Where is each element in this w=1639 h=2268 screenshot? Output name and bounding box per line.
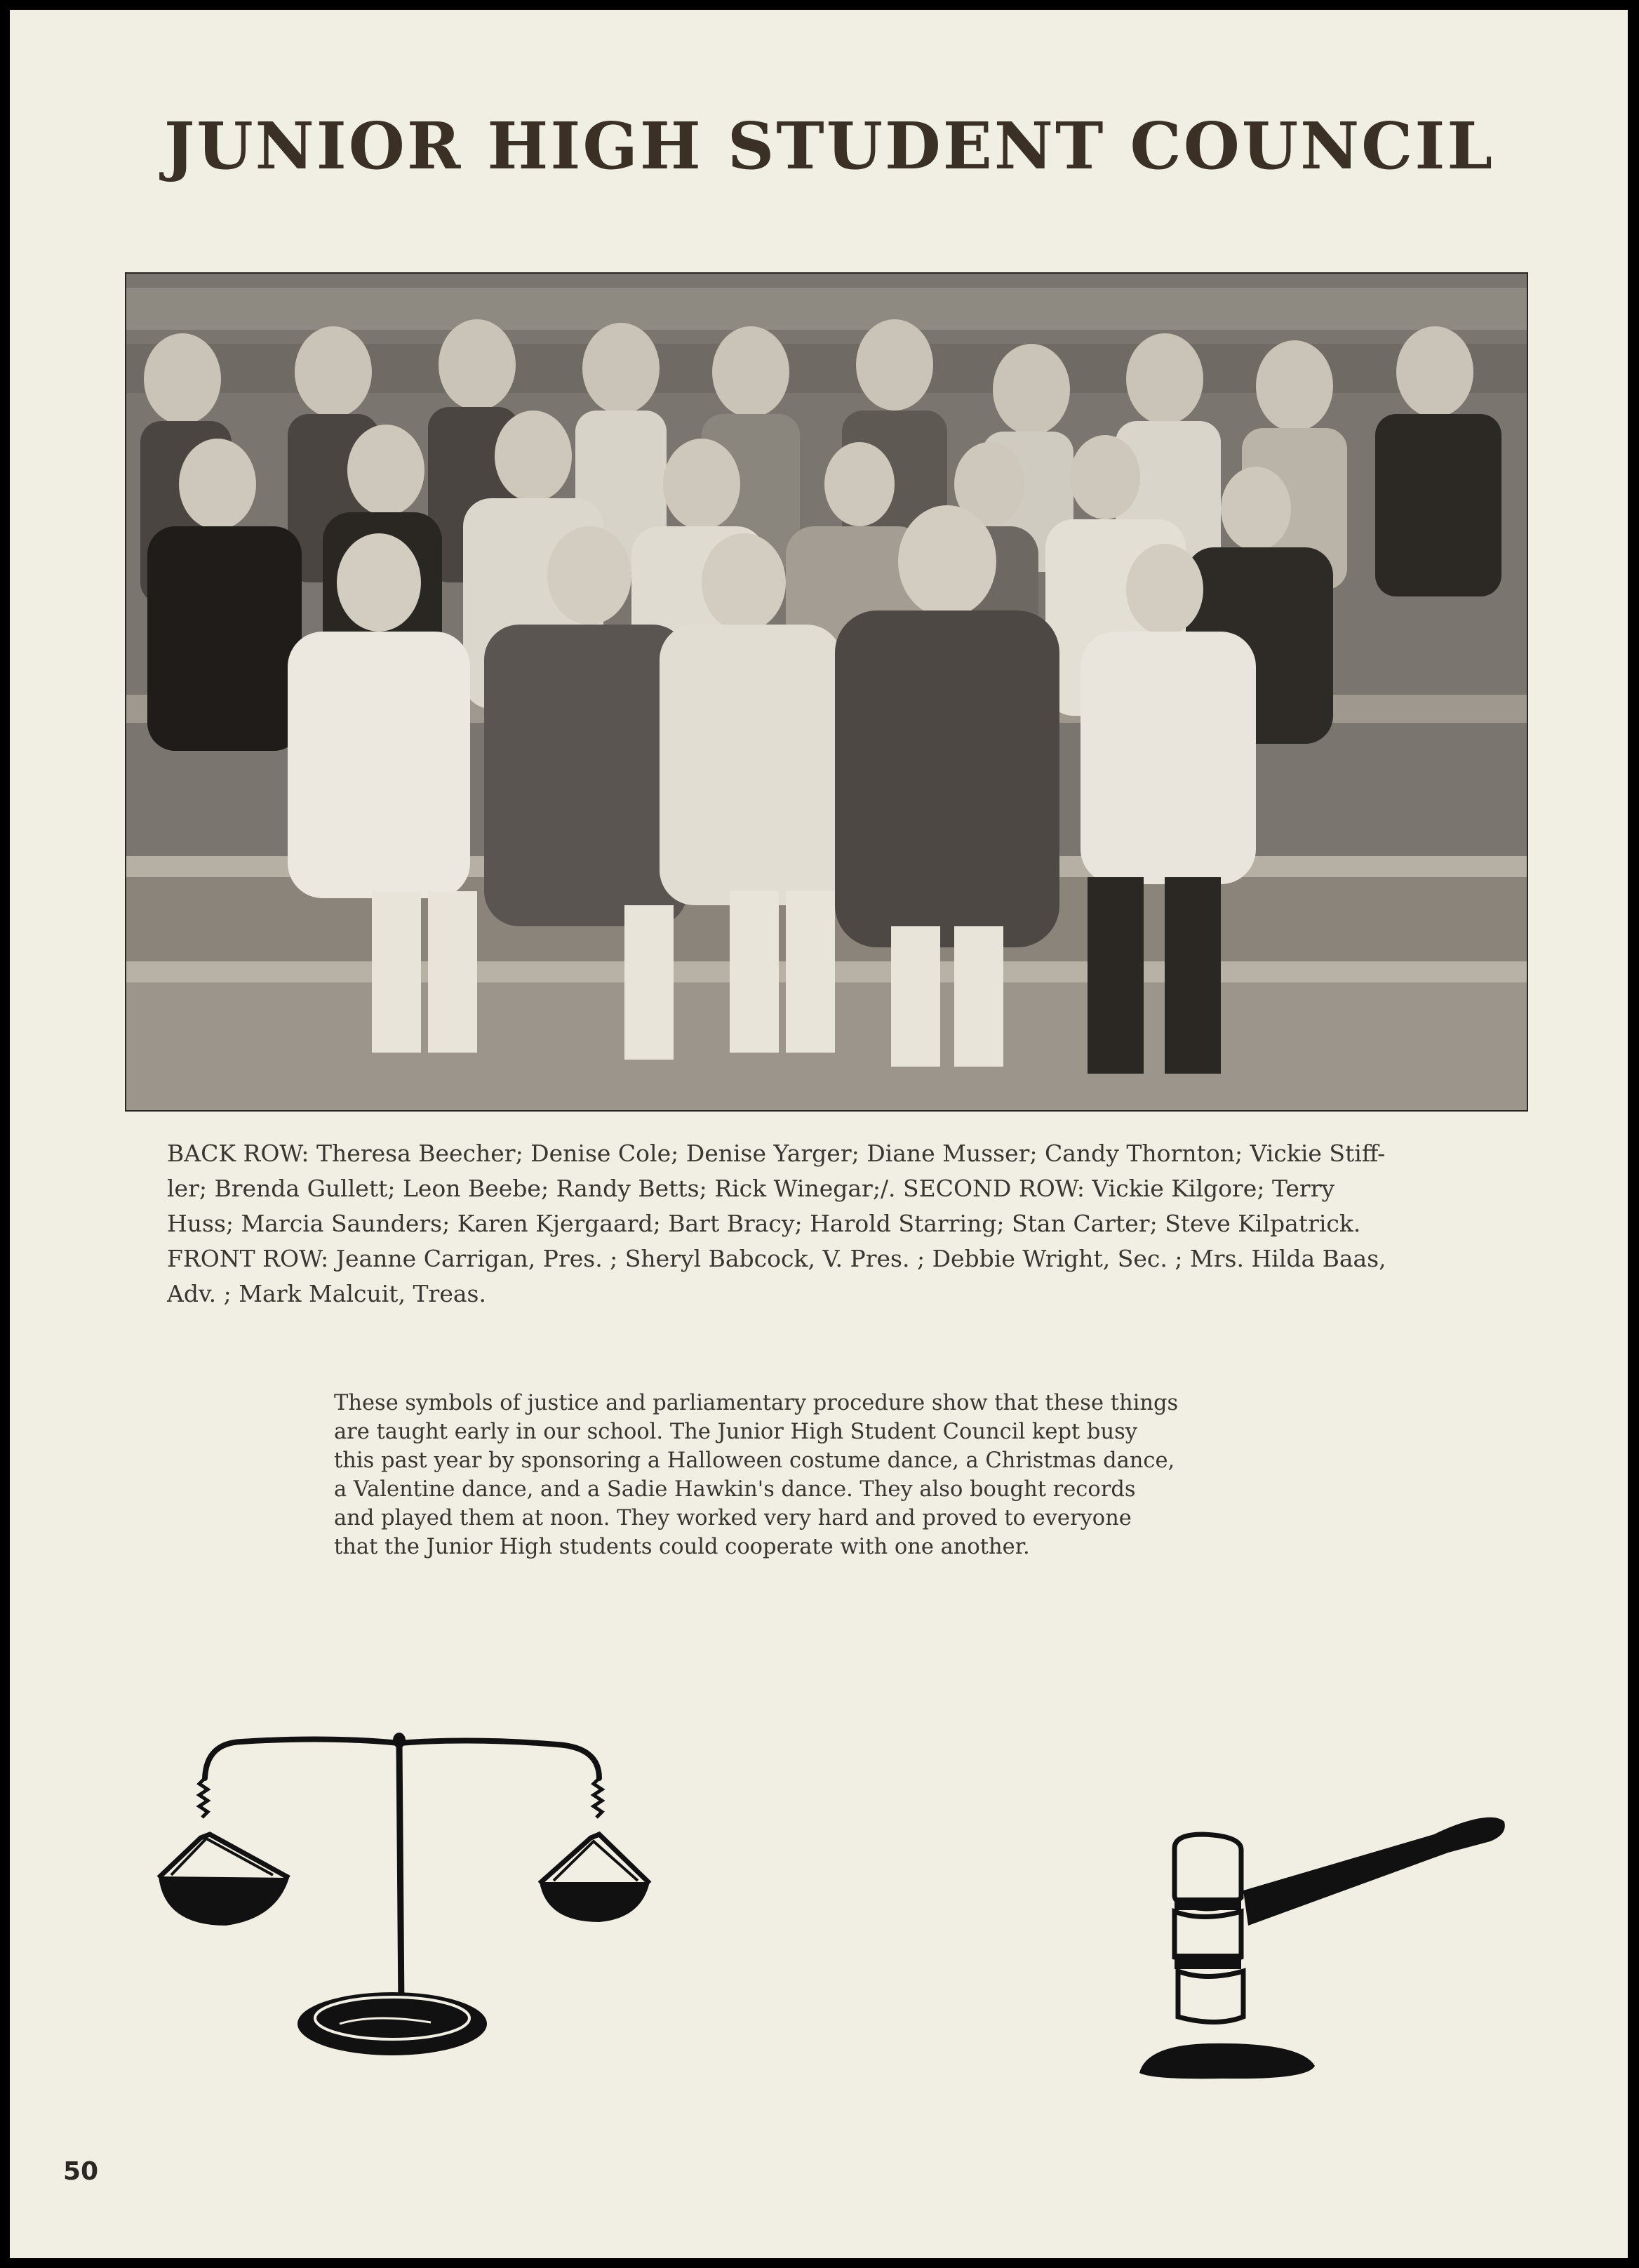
group-photo-illustration <box>126 274 1527 1110</box>
group-photo <box>125 272 1528 1112</box>
body-line: are taught early in our school. The Junior High Student Council kept busy <box>334 1420 1137 1444</box>
body-line: that the Junior High students could cooperate with one another. <box>334 1535 1030 1559</box>
caption-line: BACK ROW: Theresa Beecher; Denise Cole; Denise Yarger; Diane Musser; Candy Thornton; Vickie Stiff- <box>167 1140 1386 1167</box>
caption-line: FRONT ROW: Jeanne Carrigan, Pres. ; Sheryl Babcock, V. Pres. ; Debbie Wright, Sec. ; Mrs. Hilda Baas, <box>167 1245 1386 1272</box>
caption-line: ler; Brenda Gullett; Leon Beebe; Randy Betts; Rick Winegar;/. SECOND ROW: Vickie Kilgore; Terry <box>167 1175 1335 1202</box>
yearbook-page <box>10 10 1628 2258</box>
body-line: a Valentine dance, and a Sadie Hawkin's dance. They also bought records <box>334 1477 1136 1502</box>
page-number: 50 <box>63 2157 99 2186</box>
body-line: and played them at noon. They worked very hard and proved to everyone <box>334 1506 1132 1530</box>
caption-line: Huss; Marcia Saunders; Karen Kjergaard; Bart Bracy; Harold Starring; Stan Carter; Steve Kilpatrick. <box>167 1210 1361 1237</box>
body-line: this past year by sponsoring a Halloween costume dance, a Christmas dance, <box>334 1448 1175 1473</box>
page-title: JUNIOR HIGH STUDENT COUNCIL <box>163 108 1495 184</box>
caption-line: Adv. ; Mark Malcuit, Treas. <box>167 1280 486 1307</box>
body-paragraph <box>334 1389 1309 1561</box>
photo-caption <box>167 1136 1490 1312</box>
gavel-icon <box>1125 1785 1518 2080</box>
body-line: These symbols of justice and parliamentary procedure show that these things <box>334 1391 1179 1415</box>
scales-of-justice-icon <box>150 1694 655 2073</box>
